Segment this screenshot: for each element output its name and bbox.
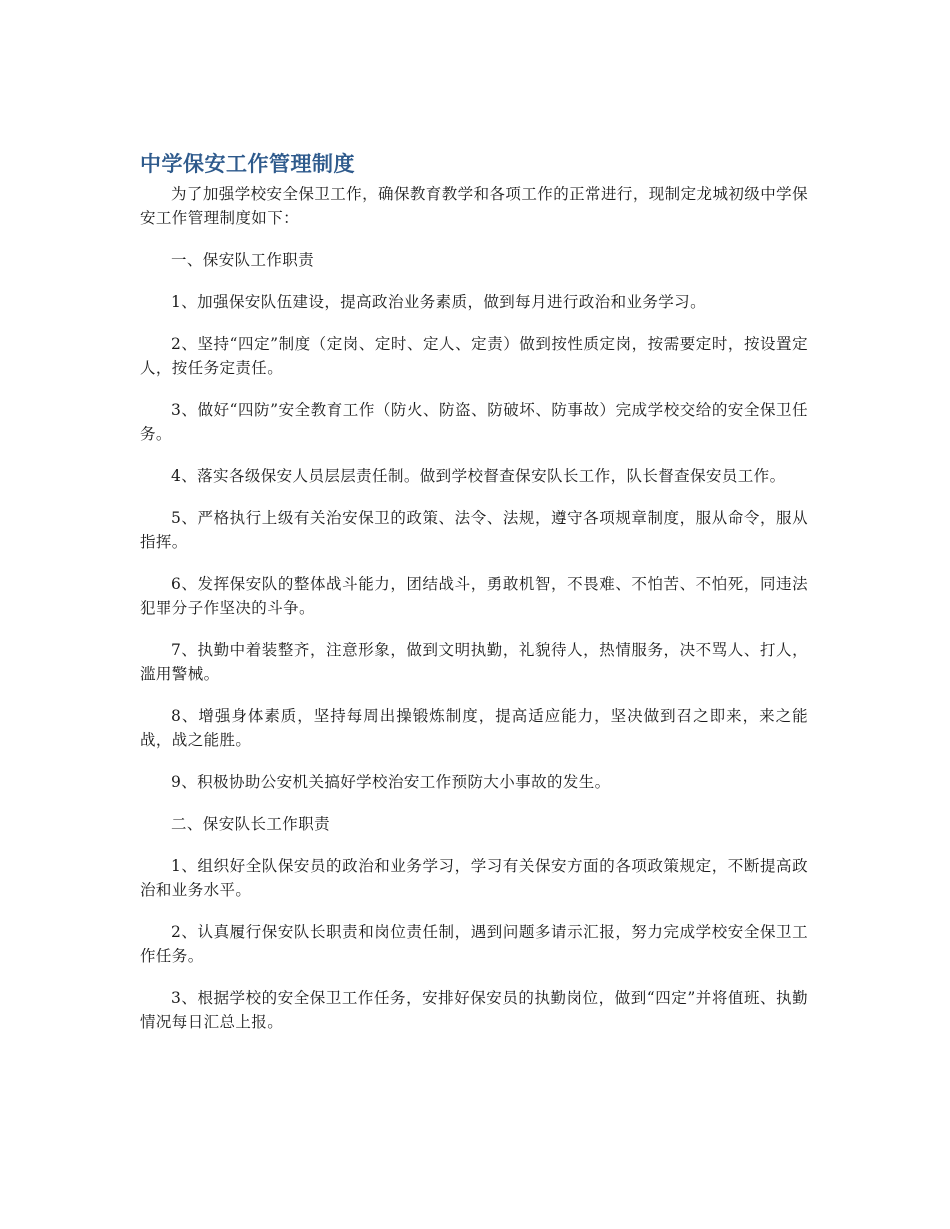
document-page [140,148,808,1034]
list-item: 2、坚持“四定”制度（定岗、定时、定人、定责）做到按性质定岗，按需要定时，按设置定人，按任务定责任。 [140,335,808,377]
list-item: 4、落实各级保安人员层层责任制。做到学校督查保安队长工作，队长督查保安员工作。 [171,467,786,485]
intro-paragraph: 为了加强学校安全保卫工作，确保教育教学和各项工作的正常进行，现制定龙城初级中学保安工作管理制度如下： [140,185,808,227]
list-item: 1、加强保安队伍建设，提高政治业务素质，做到每月进行政治和业务学习。 [171,293,706,311]
list-item: 5、严格执行上级有关治安保卫的政策、法令、法规，遵守各项规章制度，服从命令，服从指挥。 [140,509,808,551]
document-title: 中学保安工作管理制度 [140,152,355,176]
section-heading-2: 二、保安队长工作职责 [171,815,331,833]
list-item: 7、执勤中着装整齐，注意形象，做到文明执勤，礼貌待人，热情服务，决不骂人、打人，滥用警械。 [140,641,808,683]
list-item: 3、做好“四防”安全教育工作（防火、防盗、防破坏、防事故）完成学校交给的安全保卫任务。 [140,401,808,443]
list-item: 6、发挥保安队的整体战斗能力，团结战斗，勇敢机智，不畏难、不怕苦、不怕死，同违法犯罪分子作坚决的斗争。 [140,575,808,617]
list-item: 2、认真履行保安队长职责和岗位责任制，遇到问题多请示汇报，努力完成学校安全保卫工作任务。 [140,923,808,965]
list-item: 8、增强身体素质，坚持每周出操锻炼制度，提高适应能力，坚决做到召之即来，来之能战，战之能胜。 [140,707,808,749]
list-item: 1、组织好全队保安员的政治和业务学习，学习有关保安方面的各项政策规定，不断提高政治和业务水平。 [140,857,808,899]
section-heading-1: 一、保安队工作职责 [171,251,315,269]
list-item: 9、积极协助公安机关搞好学校治安工作预防大小事故的发生。 [171,773,611,791]
list-item: 3、根据学校的安全保卫工作任务，安排好保安员的执勤岗位，做到“四定”并将值班、执勤情况每日汇总上报。 [140,989,808,1031]
